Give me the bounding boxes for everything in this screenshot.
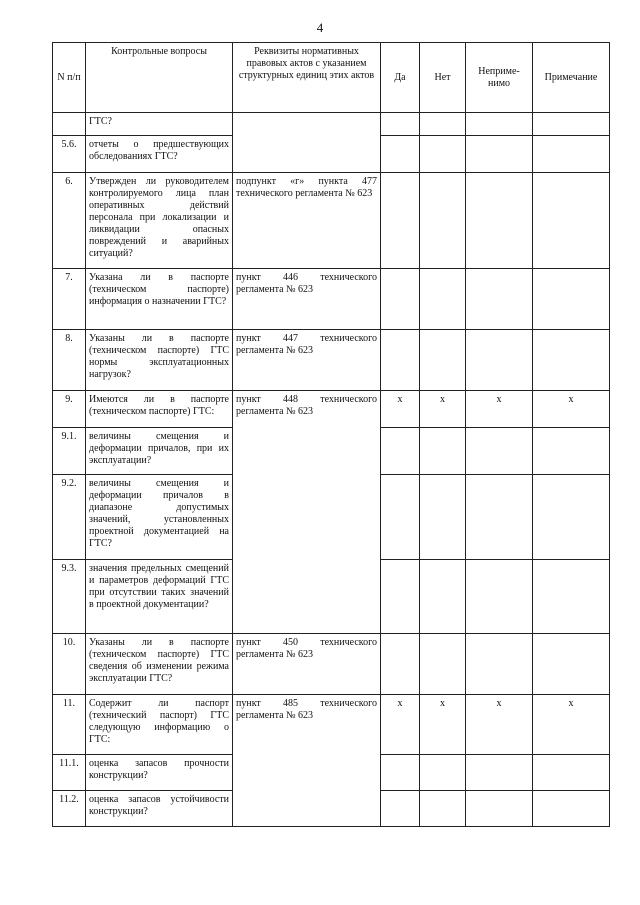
cell-yes[interactable] bbox=[381, 173, 420, 269]
header-not-applicable: Неприме-нимо bbox=[466, 43, 533, 113]
cell-no[interactable] bbox=[420, 634, 466, 695]
header-note: Примечание bbox=[533, 43, 610, 113]
cell-no[interactable] bbox=[420, 330, 466, 391]
cell-not-applicable[interactable]: x bbox=[466, 695, 533, 755]
header-yes: Да bbox=[381, 43, 420, 113]
cell-yes[interactable]: x bbox=[381, 695, 420, 755]
row-number: 5.6. bbox=[53, 136, 86, 173]
row-number: 11. bbox=[53, 695, 86, 755]
cell-yes[interactable] bbox=[381, 113, 420, 136]
table-row bbox=[53, 695, 610, 755]
cell-yes[interactable]: x bbox=[381, 391, 420, 428]
page-number: 4 bbox=[316, 20, 324, 35]
cell-not-applicable[interactable] bbox=[466, 755, 533, 791]
cell-note[interactable] bbox=[533, 136, 610, 173]
cell-note[interactable] bbox=[533, 113, 610, 136]
cell-yes[interactable] bbox=[381, 560, 420, 634]
row-number: 10. bbox=[53, 634, 86, 695]
table-row bbox=[53, 330, 610, 391]
row-number: 11.2. bbox=[53, 791, 86, 827]
cell-not-applicable[interactable] bbox=[466, 791, 533, 827]
table-row bbox=[53, 391, 610, 428]
cell-no[interactable] bbox=[420, 475, 466, 560]
cell-yes[interactable] bbox=[381, 791, 420, 827]
row-question: значения предельных смещений и параметров деформаций ГТС при отсутствии таких значений в проектной документации? bbox=[86, 560, 233, 634]
checklist-table bbox=[52, 42, 610, 827]
cell-yes[interactable] bbox=[381, 634, 420, 695]
table-row bbox=[53, 173, 610, 269]
cell-note[interactable]: x bbox=[533, 695, 610, 755]
row-number: 11.1. bbox=[53, 755, 86, 791]
table-row bbox=[53, 634, 610, 695]
cell-yes[interactable] bbox=[381, 136, 420, 173]
header-no: Нет bbox=[420, 43, 466, 113]
cell-note[interactable] bbox=[533, 330, 610, 391]
cell-not-applicable[interactable] bbox=[466, 136, 533, 173]
row-act: пункт 485 технического регламента № 623 bbox=[233, 695, 381, 827]
table-row bbox=[53, 113, 610, 136]
cell-no[interactable] bbox=[420, 755, 466, 791]
row-question: оценка запасов прочности конструкции? bbox=[86, 755, 233, 791]
row-question: Утвержден ли руководителем контролируемого лица план оперативных действий персонала при локализации и ликвидации опасных повреждений и аварийных ситуаций? bbox=[86, 173, 233, 269]
cell-no[interactable] bbox=[420, 269, 466, 330]
cell-not-applicable[interactable] bbox=[466, 634, 533, 695]
row-act: подпункт «г» пункта 477 технического регламента № 623 bbox=[233, 173, 381, 269]
cell-note[interactable] bbox=[533, 475, 610, 560]
header-row bbox=[53, 43, 610, 113]
row-act: пункт 448 технического регламента № 623 bbox=[233, 391, 381, 634]
cell-no[interactable]: x bbox=[420, 391, 466, 428]
row-number: 9.3. bbox=[53, 560, 86, 634]
cell-yes[interactable] bbox=[381, 428, 420, 475]
row-question: Указана ли в паспорте (техническом паспорте) информация о назначении ГТС? bbox=[86, 269, 233, 330]
cell-note[interactable] bbox=[533, 173, 610, 269]
cell-no[interactable] bbox=[420, 791, 466, 827]
row-number: 9.1. bbox=[53, 428, 86, 475]
row-number: 7. bbox=[53, 269, 86, 330]
row-question: Содержит ли паспорт (технический паспорт) ГТС следующую информацию о ГТС: bbox=[86, 695, 233, 755]
cell-not-applicable[interactable] bbox=[466, 475, 533, 560]
cell-not-applicable[interactable] bbox=[466, 428, 533, 475]
row-act: пункт 447 технического регламента № 623 bbox=[233, 330, 381, 391]
cell-yes[interactable] bbox=[381, 755, 420, 791]
cell-not-applicable[interactable] bbox=[466, 269, 533, 330]
table-row bbox=[53, 269, 610, 330]
cell-note[interactable] bbox=[533, 755, 610, 791]
header-question: Контрольные вопросы bbox=[86, 43, 233, 113]
row-number: 9. bbox=[53, 391, 86, 428]
cell-not-applicable[interactable] bbox=[466, 113, 533, 136]
row-act bbox=[233, 113, 381, 173]
row-question: величины смещения и деформации причалов, при их эксплуатации? bbox=[86, 428, 233, 475]
header-acts: Реквизиты нормативных правовых актов с указанием структурных единиц этих актов bbox=[233, 43, 381, 113]
row-number: 8. bbox=[53, 330, 86, 391]
row-act: пункт 450 технического регламента № 623 bbox=[233, 634, 381, 695]
row-question: Имеются ли в паспорте (техническом паспорте) ГТС: bbox=[86, 391, 233, 428]
row-number: 9.2. bbox=[53, 475, 86, 560]
cell-yes[interactable] bbox=[381, 269, 420, 330]
row-act: пункт 446 технического регламента № 623 bbox=[233, 269, 381, 330]
row-question: оценка запасов устойчивости конструкции? bbox=[86, 791, 233, 827]
row-question: отчеты о предшествующих обследованиях ГТС? bbox=[86, 136, 233, 173]
row-number: 6. bbox=[53, 173, 86, 269]
cell-note[interactable] bbox=[533, 428, 610, 475]
row-question: Указаны ли в паспорте (техническом паспорте) ГТС нормы эксплуатационных нагрузок? bbox=[86, 330, 233, 391]
cell-not-applicable[interactable] bbox=[466, 330, 533, 391]
cell-note[interactable] bbox=[533, 791, 610, 827]
cell-no[interactable] bbox=[420, 560, 466, 634]
cell-note[interactable] bbox=[533, 634, 610, 695]
cell-no[interactable] bbox=[420, 173, 466, 269]
cell-note[interactable]: x bbox=[533, 391, 610, 428]
cell-note[interactable] bbox=[533, 269, 610, 330]
header-num: N п/п bbox=[53, 43, 86, 113]
cell-not-applicable[interactable]: x bbox=[466, 391, 533, 428]
cell-no[interactable] bbox=[420, 113, 466, 136]
cell-not-applicable[interactable] bbox=[466, 560, 533, 634]
cell-no[interactable]: x bbox=[420, 695, 466, 755]
cell-no[interactable] bbox=[420, 428, 466, 475]
cell-not-applicable[interactable] bbox=[466, 173, 533, 269]
row-question: ГТС? bbox=[86, 113, 233, 136]
row-question: Указаны ли в паспорте (техническом паспорте) ГТС сведения об изменении режима эксплуатации ГТС? bbox=[86, 634, 233, 695]
cell-no[interactable] bbox=[420, 136, 466, 173]
cell-yes[interactable] bbox=[381, 330, 420, 391]
row-question: величины смещения и деформации причалов в диапазоне допустимых значений, установленных проектной документацией на ГТС? bbox=[86, 475, 233, 560]
cell-yes[interactable] bbox=[381, 475, 420, 560]
row-number bbox=[53, 113, 86, 136]
cell-note[interactable] bbox=[533, 560, 610, 634]
